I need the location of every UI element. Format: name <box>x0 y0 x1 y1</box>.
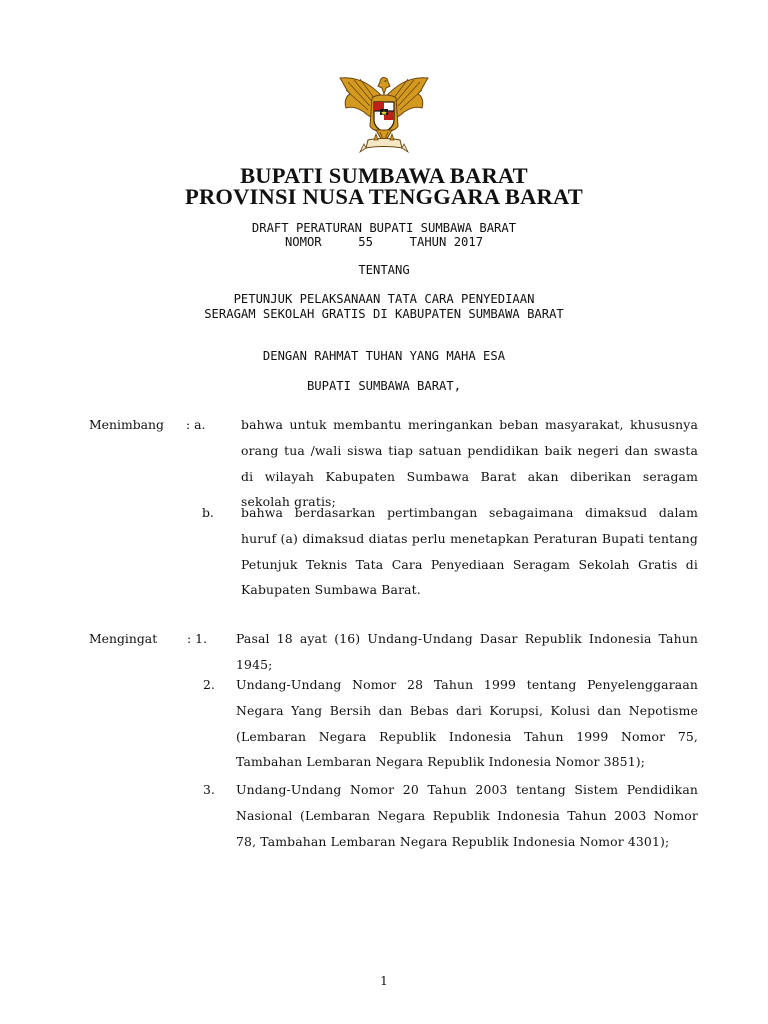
tentang-heading: TENTANG <box>358 263 410 277</box>
mengingat-item-1: Pasal 18 ayat (16) Undang-Undang Dasar Republik Indonesia Tahun 1945; <box>236 631 698 672</box>
mengingat-marker-3: 3. <box>203 782 215 797</box>
bupati-heading: BUPATI SUMBAWA BARAT, <box>306 379 462 393</box>
mengingat-marker-1: : 1. <box>187 631 207 646</box>
mengingat-item-3: Undang-Undang Nomor 20 Tahun 2003 tentang Sistem Pendidikan Nasional (Lembaran Negara Republik Indonesia Tahun 2003 Nomor 78, Tambahan Lembaran Negara Republik Indonesia Nomor 4301); <box>236 782 698 849</box>
subject-line2: SERAGAM SEKOLAH GRATIS DI KABUPATEN SUMBAWA BARAT <box>204 307 564 321</box>
rahmat-heading: DENGAN RAHMAT TUHAN YANG MAHA ESA <box>262 349 506 363</box>
mengingat-item-2: Undang-Undang Nomor 28 Tahun 1999 tentang Penyelenggaraan Negara Yang Bersih dan Bebas dari Korupsi, Kolusi dan Nepotisme (Lembaran Negara Republik Indonesia Tahun 1999 Nomor 75, Tambahan Lembaran Negara Republik Indonesia Nomor 3851); <box>236 677 698 770</box>
page-number: 1 <box>380 974 388 988</box>
garuda-emblem-icon <box>334 68 434 158</box>
draft-heading: DRAFT PERATURAN BUPATI SUMBAWA BARAT <box>251 221 517 235</box>
mengingat-marker-2: 2. <box>203 677 215 692</box>
document-title-line1: BUPATI SUMBAWA BARAT <box>240 163 528 188</box>
menimbang-marker-a: : a. <box>186 417 206 432</box>
document-title-line2: PROVINSI NUSA TENGGARA BARAT <box>185 184 583 209</box>
menimbang-item-b: bahwa berdasarkan pertimbangan sebagaimana dimaksud dalam huruf (a) dimaksud diatas perlu menetapkan Peraturan Bupati tentang Petunjuk Teknis Tata Cara Penyediaan Seragam Sekolah Gratis di Kabupaten Sumbawa Barat. <box>241 505 698 598</box>
menimbang-label: Menimbang <box>89 417 164 432</box>
regulation-number: NOMOR 55 TAHUN 2017 <box>284 235 484 249</box>
mengingat-label: Mengingat <box>89 631 158 646</box>
menimbang-marker-b: b. <box>202 505 214 520</box>
menimbang-item-a: bahwa untuk membantu meringankan beban masyarakat, khususnya orang tua /wali siswa tiap satuan pendidikan baik negeri dan swasta di wilayah Kabupaten Sumbawa Barat akan diberikan seragam sekolah gratis; <box>241 417 698 510</box>
subject-line1: PETUNJUK PELAKSANAAN TATA CARA PENYEDIAAN <box>233 292 535 306</box>
